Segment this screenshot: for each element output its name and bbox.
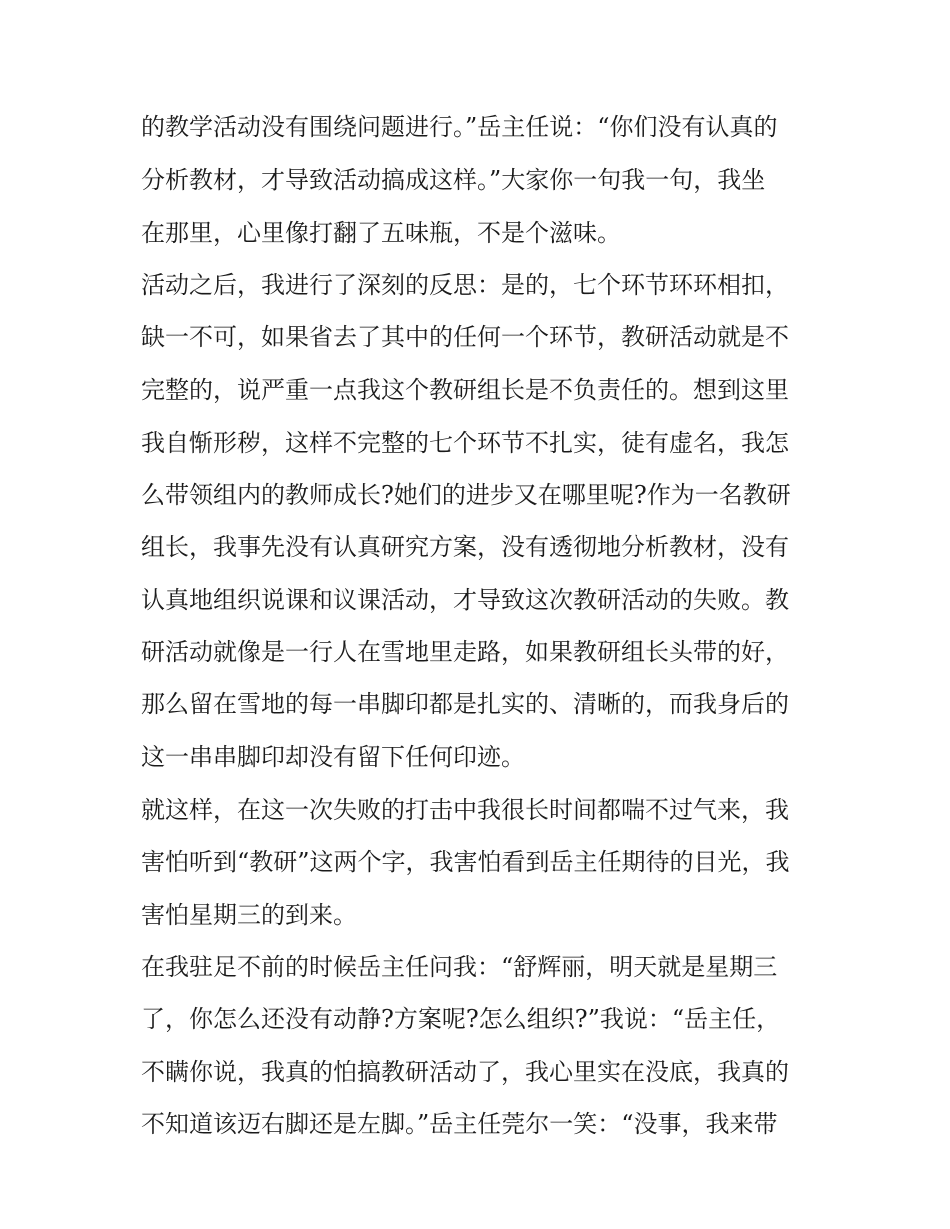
text-line: 不瞒你说，我真的怕搞教研活动了，我心里实在没底，我真的 — [141, 1058, 789, 1086]
text-line: 缺一不可，如果省去了其中的任何一个环节，教研活动就是不 — [141, 323, 789, 351]
text-line: 完整的，说严重一点我这个教研组长是不负责任的。想到这里 — [141, 376, 789, 404]
text-line: 分析教材，才导致活动搞成这样。”大家你一句我一句，我坐 — [141, 166, 766, 194]
text-line: 害怕星期三的到来。 — [141, 901, 357, 929]
text-line: 这一串串脚印却没有留下任何印迹。 — [141, 743, 525, 771]
text-line: 不知道该迈右脚还是左脚。”岳主任莞尔一笑：“没事，我来带 — [141, 1110, 778, 1138]
text-line: 认真地组织说课和议课活动，才导致这次教研活动的失败。教 — [141, 586, 789, 614]
text-line: 研活动就像是一行人在雪地里走路，如果教研组长头带的好， — [141, 638, 789, 666]
text-line: 那么留在雪地的每一串脚印都是扎实的、清晰的，而我身后的 — [141, 690, 789, 718]
text-line: 在那里，心里像打翻了五味瓶，不是个滋味。 — [141, 219, 621, 247]
text-line: 组长，我事先没有认真研究方案，没有透彻地分析教材，没有 — [141, 533, 789, 561]
text-line: 在我驻足不前的时候岳主任问我：“舒辉丽，明天就是星期三 — [141, 953, 778, 981]
text-line: 就这样，在这一次失败的打击中我很长时间都喘不过气来，我 — [141, 796, 789, 824]
text-line: 害怕听到“教研”这两个字，我害怕看到岳主任期待的目光，我 — [141, 848, 790, 876]
text-line: 么带领组内的教师成长?她们的进步又在哪里呢?作为一名教研 — [141, 481, 791, 509]
text-line: 的教学活动没有围绕问题进行。”岳主任说：“你们没有认真的 — [141, 113, 778, 141]
text-line: 活动之后，我进行了深刻的反思：是的，七个环节环环相扣， — [141, 271, 789, 299]
text-line: 我自惭形秽，这样不完整的七个环节不扎实，徒有虚名，我怎 — [141, 429, 789, 457]
text-line: 了，你怎么还没有动静?方案呢?怎么组织?”我说：“岳主任， — [141, 1005, 781, 1033]
